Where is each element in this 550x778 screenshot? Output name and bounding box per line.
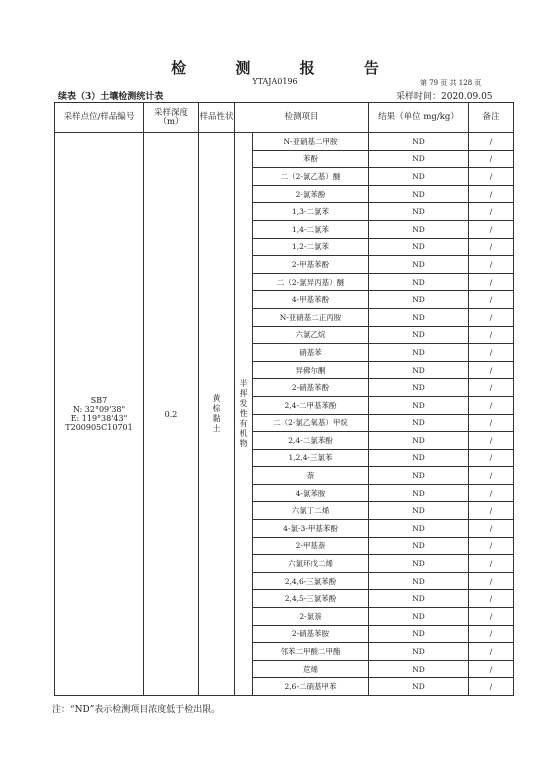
analyte-remark: / bbox=[469, 150, 514, 168]
analyte-remark: / bbox=[469, 291, 514, 309]
analyte-remark: / bbox=[469, 572, 514, 590]
analyte-result: ND bbox=[369, 203, 469, 221]
analyte-remark: / bbox=[469, 133, 514, 151]
analyte-result: ND bbox=[369, 537, 469, 555]
analyte-remark: / bbox=[469, 643, 514, 661]
analyte-result: ND bbox=[369, 590, 469, 608]
analyte-name: 硝基苯 bbox=[253, 344, 369, 362]
analyte-result: ND bbox=[369, 133, 469, 151]
analyte-remark: / bbox=[469, 590, 514, 608]
header-property: 样品性状 bbox=[199, 103, 235, 133]
analyte-result: ND bbox=[369, 449, 469, 467]
analyte-remark: / bbox=[469, 678, 514, 696]
analyte-result: ND bbox=[369, 256, 469, 274]
report-title: 检 测 报 告 bbox=[171, 59, 401, 77]
analyte-name: 2-硝基苯胺 bbox=[253, 625, 369, 643]
header-location: 采样点位/样品编号 bbox=[55, 103, 144, 133]
analyte-name: 二（2-氯异丙基）醚 bbox=[253, 273, 369, 291]
footnote: 注：“ND”表示检测项目浓度低于检出限。 bbox=[52, 705, 221, 715]
analyte-remark: / bbox=[469, 660, 514, 678]
analyte-result: ND bbox=[369, 326, 469, 344]
analyte-remark: / bbox=[469, 238, 514, 256]
analyte-name: 1,3-二氯苯 bbox=[253, 203, 369, 221]
analyte-name: 邻苯二甲酸二甲酯 bbox=[253, 643, 369, 661]
analyte-result: ND bbox=[369, 432, 469, 450]
analyte-name: 4-氯-3-甲基苯酚 bbox=[253, 520, 369, 538]
analyte-result: ND bbox=[369, 572, 469, 590]
header-remark: 备注 bbox=[469, 103, 514, 133]
report-code: YTAJA0196 bbox=[252, 77, 298, 86]
analyte-remark: / bbox=[469, 256, 514, 274]
analyte-remark: / bbox=[469, 432, 514, 450]
soil-test-table bbox=[54, 102, 514, 696]
analyte-result: ND bbox=[369, 168, 469, 186]
analyte-remark: / bbox=[469, 520, 514, 538]
analyte-name: 2-硝基苯酚 bbox=[253, 379, 369, 397]
analyte-name: 2,4,6-三氯苯酚 bbox=[253, 572, 369, 590]
sample-location-cell bbox=[55, 133, 144, 696]
analyte-name: 4-氯苯胺 bbox=[253, 484, 369, 502]
header-result: 结果（单位 mg/kg） bbox=[369, 103, 469, 133]
analyte-name: 二（2-氯乙氧基）甲烷 bbox=[253, 414, 369, 432]
analyte-name: 六氯乙烷 bbox=[253, 326, 369, 344]
analyte-remark: / bbox=[469, 168, 514, 186]
analyte-result: ND bbox=[369, 308, 469, 326]
analyte-remark: / bbox=[469, 361, 514, 379]
analyte-result: ND bbox=[369, 379, 469, 397]
header-item: 检测项目 bbox=[235, 103, 369, 133]
analyte-name: 2-甲基萘 bbox=[253, 537, 369, 555]
sample-depth: 0.2 bbox=[144, 133, 199, 696]
analyte-name: 六氯丁二烯 bbox=[253, 502, 369, 520]
analyte-name: 异佛尔酮 bbox=[253, 361, 369, 379]
analyte-result: ND bbox=[369, 643, 469, 661]
analyte-category: 半挥发性有机物 bbox=[235, 133, 253, 696]
analyte-result: ND bbox=[369, 555, 469, 573]
analyte-remark: / bbox=[469, 625, 514, 643]
analyte-name: 苊烯 bbox=[253, 660, 369, 678]
analyte-name: 2-甲基苯酚 bbox=[253, 256, 369, 274]
analyte-remark: / bbox=[469, 414, 514, 432]
analyte-remark: / bbox=[469, 537, 514, 555]
analyte-result: ND bbox=[369, 520, 469, 538]
page-info: 第 79 页 共 128 页 bbox=[420, 79, 482, 87]
analyte-name: 2-氯苯酚 bbox=[253, 185, 369, 203]
header-depth: 采样深度（m） bbox=[144, 103, 199, 133]
table-body bbox=[55, 133, 514, 696]
table-row bbox=[55, 133, 514, 151]
table-header-row bbox=[55, 103, 514, 133]
analyte-remark: / bbox=[469, 220, 514, 238]
sampling-time: 采样时间：2020.09.05 bbox=[396, 92, 493, 102]
analyte-result: ND bbox=[369, 150, 469, 168]
analyte-name: 2,4-二甲基苯酚 bbox=[253, 396, 369, 414]
analyte-result: ND bbox=[369, 291, 469, 309]
analyte-result: ND bbox=[369, 273, 469, 291]
analyte-remark: / bbox=[469, 396, 514, 414]
analyte-name: 苯酚 bbox=[253, 150, 369, 168]
analyte-remark: / bbox=[469, 608, 514, 626]
analyte-name: 1,2-二氯苯 bbox=[253, 238, 369, 256]
analyte-result: ND bbox=[369, 220, 469, 238]
analyte-result: ND bbox=[369, 484, 469, 502]
analyte-remark: / bbox=[469, 379, 514, 397]
analyte-remark: / bbox=[469, 555, 514, 573]
analyte-result: ND bbox=[369, 678, 469, 696]
analyte-remark: / bbox=[469, 185, 514, 203]
analyte-remark: / bbox=[469, 467, 514, 485]
analyte-remark: / bbox=[469, 344, 514, 362]
analyte-result: ND bbox=[369, 502, 469, 520]
analyte-result: ND bbox=[369, 608, 469, 626]
sample-east: E: 119°38'43" bbox=[70, 414, 128, 423]
analyte-name: 萘 bbox=[253, 467, 369, 485]
analyte-name: 2,4-二氯苯酚 bbox=[253, 432, 369, 450]
analyte-name: 4-甲基苯酚 bbox=[253, 291, 369, 309]
analyte-remark: / bbox=[469, 326, 514, 344]
analyte-result: ND bbox=[369, 344, 469, 362]
sample-property: 黄棕黏土 bbox=[199, 133, 235, 696]
analyte-name: N-亚硝基二甲胺 bbox=[253, 133, 369, 151]
sample-north: N: 32°09'38" bbox=[72, 405, 126, 414]
analyte-name: 1,4-二氯苯 bbox=[253, 220, 369, 238]
analyte-remark: / bbox=[469, 449, 514, 467]
analyte-name: N-亚硝基二正丙胺 bbox=[253, 308, 369, 326]
analyte-remark: / bbox=[469, 502, 514, 520]
analyte-remark: / bbox=[469, 308, 514, 326]
analyte-result: ND bbox=[369, 660, 469, 678]
analyte-remark: / bbox=[469, 484, 514, 502]
analyte-result: ND bbox=[369, 467, 469, 485]
table-subtitle: 续表（3）土壤检测统计表 bbox=[58, 92, 164, 102]
analyte-result: ND bbox=[369, 396, 469, 414]
analyte-result: ND bbox=[369, 238, 469, 256]
sample-code: T200905C10701 bbox=[65, 423, 133, 432]
analyte-result: ND bbox=[369, 414, 469, 432]
analyte-remark: / bbox=[469, 273, 514, 291]
sample-id: SB7 bbox=[90, 396, 108, 405]
analyte-result: ND bbox=[369, 361, 469, 379]
analyte-remark: / bbox=[469, 203, 514, 221]
analyte-name: 六氯环戊二烯 bbox=[253, 555, 369, 573]
analyte-result: ND bbox=[369, 185, 469, 203]
analyte-name: 二（2-氯乙基）醚 bbox=[253, 168, 369, 186]
analyte-name: 2-氯萘 bbox=[253, 608, 369, 626]
analyte-name: 2,6-二硝基甲苯 bbox=[253, 678, 369, 696]
analyte-name: 1,2,4-三氯苯 bbox=[253, 449, 369, 467]
analyte-result: ND bbox=[369, 625, 469, 643]
analyte-name: 2,4,5-三氯苯酚 bbox=[253, 590, 369, 608]
